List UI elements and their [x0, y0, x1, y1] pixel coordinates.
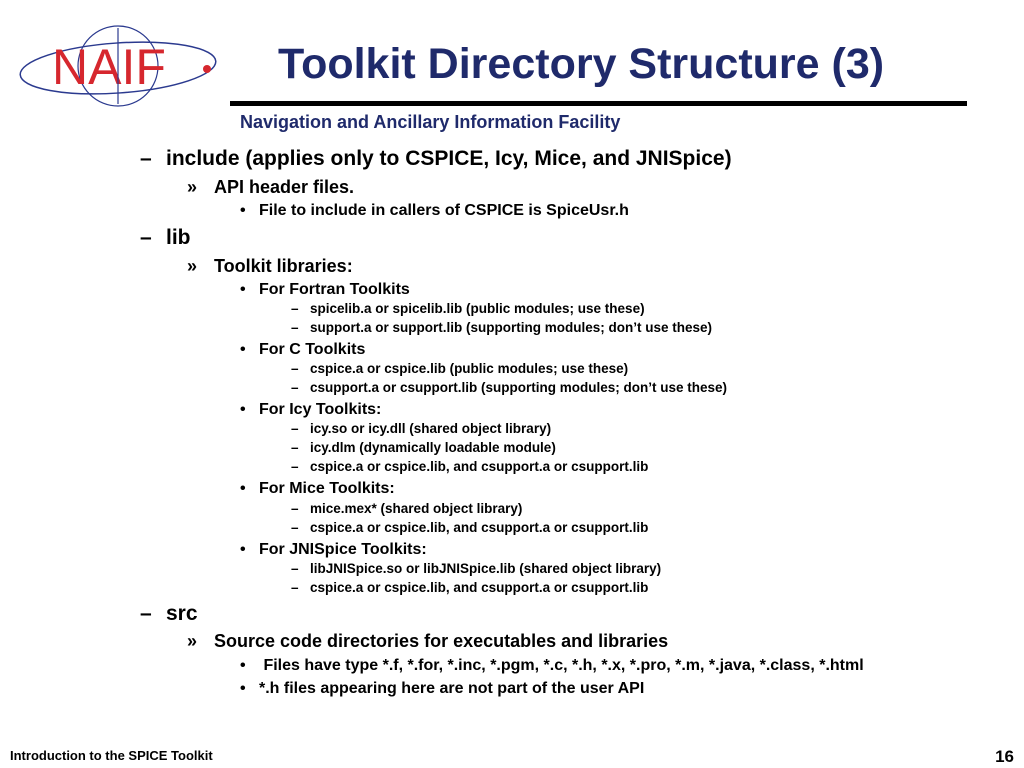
- item-text: For JNISpice Toolkits:: [259, 541, 427, 558]
- footer-title: Introduction to the SPICE Toolkit: [10, 748, 213, 763]
- item-text: icy.so or icy.dll (shared object library): [310, 421, 552, 436]
- item-text: File to include in callers of CSPICE is SpiceUsr.h: [259, 202, 629, 219]
- item-text: csupport.a or csupport.lib (supporting modules; don’t use these): [310, 380, 728, 395]
- item-marker: »: [187, 256, 198, 276]
- list-item: [291, 501, 522, 516]
- item-marker: –: [291, 520, 299, 535]
- item-marker: •: [240, 341, 246, 358]
- item-marker: –: [140, 602, 152, 625]
- list-item: [291, 459, 648, 474]
- item-marker: –: [291, 501, 299, 516]
- item-marker: –: [140, 147, 152, 170]
- page-subtitle: Navigation and Ancillary Information Facility: [240, 112, 621, 132]
- list-item: [240, 680, 644, 698]
- item-marker: –: [291, 320, 299, 335]
- item-text: cspice.a or cspice.lib, and csupport.a or csupport.lib: [310, 520, 649, 535]
- item-text: include (applies only to CSPICE, Icy, Mice, and JNISpice): [166, 147, 732, 170]
- item-marker: –: [291, 580, 299, 595]
- list-item: [291, 301, 645, 316]
- list-item: [291, 320, 712, 335]
- item-marker: –: [291, 380, 299, 395]
- list-item: [240, 341, 365, 359]
- item-text: cspice.a or cspice.lib, and csupport.a or csupport.lib: [310, 459, 649, 474]
- list-item: [140, 147, 732, 171]
- item-text: For Mice Toolkits:: [259, 480, 395, 497]
- list-item: [291, 380, 727, 395]
- item-marker: •: [240, 401, 246, 418]
- item-marker: –: [291, 561, 299, 576]
- item-text: cspice.a or cspice.lib (public modules; use these): [310, 361, 629, 376]
- list-item: [291, 361, 628, 376]
- list-item: [291, 520, 648, 535]
- item-text: spicelib.a or spicelib.lib (public modules; use these): [310, 301, 645, 316]
- item-marker: –: [291, 301, 299, 316]
- list-item: [240, 401, 381, 419]
- logo-text: NAIF: [52, 39, 166, 95]
- list-item: [291, 421, 551, 436]
- item-marker: •: [240, 541, 246, 558]
- item-text: src: [166, 602, 198, 625]
- item-text: Files have type *.f, *.for, *.inc, *.pgm, *.c, *.h, *.x, *.pro, *.m, *.java, *.class, *.html: [259, 657, 864, 674]
- item-text: For Icy Toolkits:: [259, 401, 382, 418]
- list-item: [240, 657, 864, 675]
- item-text: support.a or support.lib (supporting modules; don’t use these): [310, 320, 712, 335]
- item-marker: –: [291, 421, 299, 436]
- list-item: [187, 256, 353, 277]
- item-marker: »: [187, 631, 198, 651]
- item-text: mice.mex* (shared object library): [310, 501, 523, 516]
- item-marker: »: [187, 177, 198, 197]
- naif-logo: [14, 22, 224, 112]
- page-number: 16: [995, 747, 1014, 766]
- item-marker: –: [291, 440, 299, 455]
- item-text: For C Toolkits: [259, 341, 366, 358]
- item-text: lib: [166, 226, 191, 249]
- item-text: cspice.a or cspice.lib, and csupport.a or csupport.lib: [310, 580, 649, 595]
- list-item: [240, 202, 629, 220]
- title-divider: [230, 101, 967, 106]
- item-marker: •: [240, 657, 246, 674]
- page-title: Toolkit Directory Structure (3): [278, 40, 885, 88]
- item-marker: •: [240, 480, 246, 497]
- list-item: [291, 580, 648, 595]
- item-text: icy.dlm (dynamically loadable module): [310, 440, 556, 455]
- list-item: [291, 561, 661, 576]
- item-marker: –: [291, 459, 299, 474]
- item-marker: •: [240, 680, 246, 697]
- item-text: API header files.: [214, 177, 355, 197]
- list-item: [240, 480, 395, 498]
- item-marker: •: [240, 202, 246, 219]
- list-item: [140, 226, 191, 250]
- item-marker: –: [140, 226, 152, 249]
- list-item: [140, 602, 198, 626]
- item-text: Toolkit libraries:: [214, 256, 353, 276]
- list-item: [240, 541, 427, 559]
- item-text: For Fortran Toolkits: [259, 281, 410, 298]
- list-item: [187, 631, 668, 652]
- list-item: [291, 440, 556, 455]
- item-text: Source code directories for executables and libraries: [214, 631, 669, 651]
- item-marker: •: [240, 281, 246, 298]
- list-item: [240, 281, 410, 299]
- list-item: [187, 177, 354, 198]
- item-marker: –: [291, 361, 299, 376]
- item-text: *.h files appearing here are not part of the user API: [259, 680, 645, 697]
- item-text: libJNISpice.so or libJNISpice.lib (shared object library): [310, 561, 662, 576]
